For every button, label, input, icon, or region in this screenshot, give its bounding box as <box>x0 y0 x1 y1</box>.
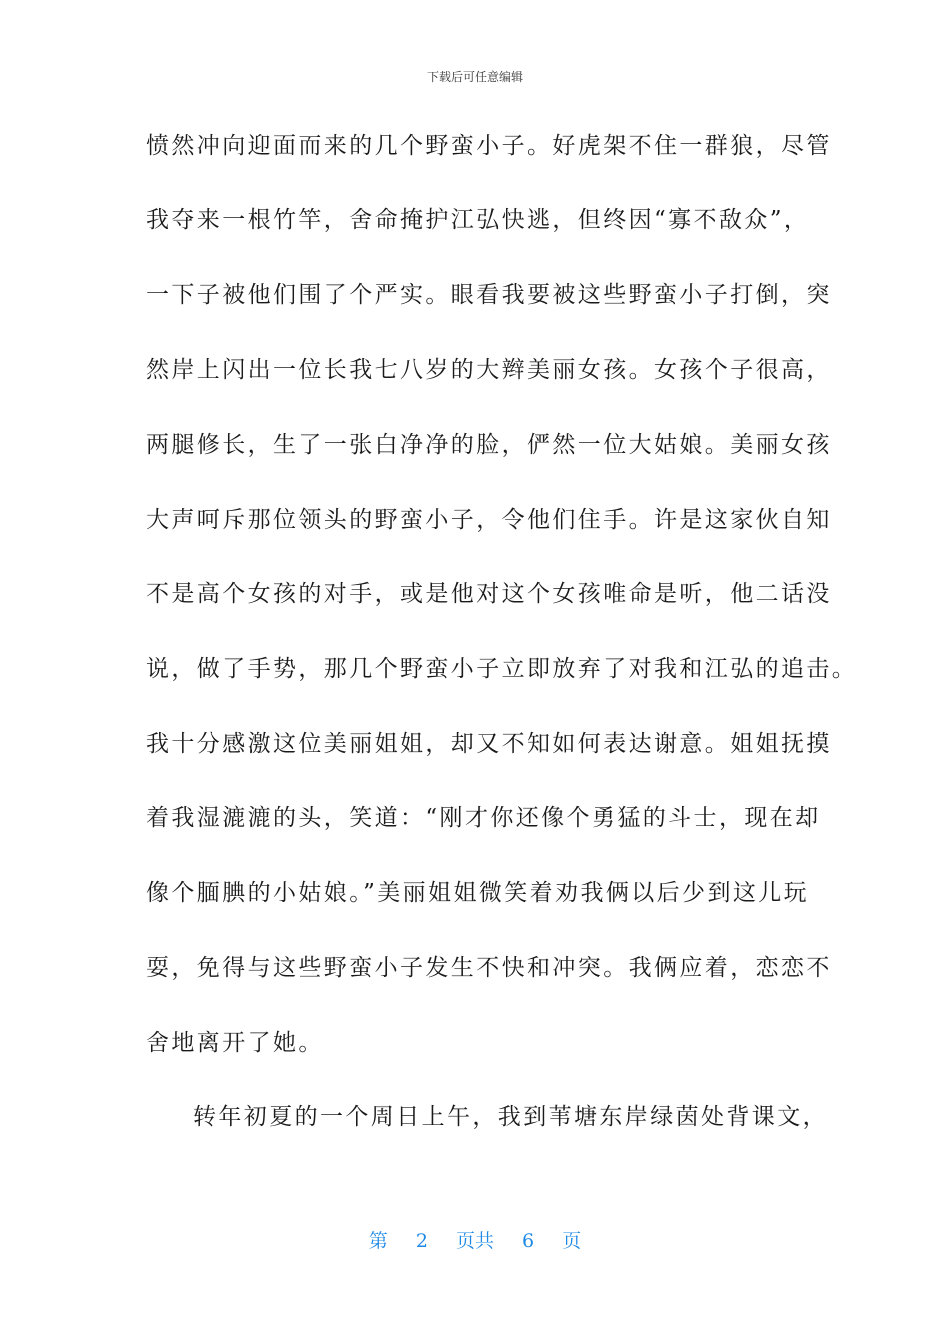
text-line: 大声呵斥那位领头的野蛮小子，令他们住手。许是这家伙自知 <box>146 507 832 533</box>
text-line: 一下子被他们围了个严实。眼看我要被这些野蛮小子打倒，突 <box>146 282 832 308</box>
page-header: 下载后可任意编辑 <box>426 70 523 84</box>
text-line: 说，做了手势，那几个野蛮小子立即放弃了对我和江弘的追击。 <box>146 656 858 682</box>
text-line: 舍地离开了她。 <box>146 1030 324 1056</box>
text-line: 我夺来一根竹竿，舍命掩护江弘快逃，但终因“寡不敌众”， <box>146 207 810 233</box>
text-line: 耍，免得与这些野蛮小子发生不快和冲突。我俩应着，恋恋不 <box>146 955 832 981</box>
text-line: 着我湿漉漉的头，笑道：“刚才你还像个勇猛的斗士，现在却 <box>146 805 821 831</box>
page-current-number: 2 <box>415 1230 428 1252</box>
text-line: 我十分感激这位美丽姐姐，却又不知如何表达谢意。姐姐抚摸 <box>146 731 832 757</box>
text-line: 不是高个女孩的对手，或是他对这个女孩唯命是听，他二话没 <box>146 581 832 607</box>
page-mid-text: 页共 <box>455 1230 494 1252</box>
text-line: 像个腼腆的小姑娘。”美丽姐姐微笑着劝我俩以后少到这儿玩 <box>146 880 810 906</box>
text-line: 然岸上闪出一位长我七八岁的大辫美丽女孩。女孩个子很高， <box>146 357 832 383</box>
text-line: 愤然冲向迎面而来的几个野蛮小子。好虎架不住一群狼，尽管 <box>146 133 832 159</box>
text-line: 两腿修长，生了一张白净净的脸，俨然一位大姑娘。美丽女孩 <box>146 432 832 458</box>
text-line-indented: 转年初夏的一个周日上午，我到苇塘东岸绿茵处背课文， <box>193 1104 828 1130</box>
page-footer <box>0 1226 950 1253</box>
page-total-number: 6 <box>522 1230 535 1252</box>
page-prefix: 第 <box>368 1230 388 1252</box>
page-suffix: 页 <box>562 1230 582 1252</box>
